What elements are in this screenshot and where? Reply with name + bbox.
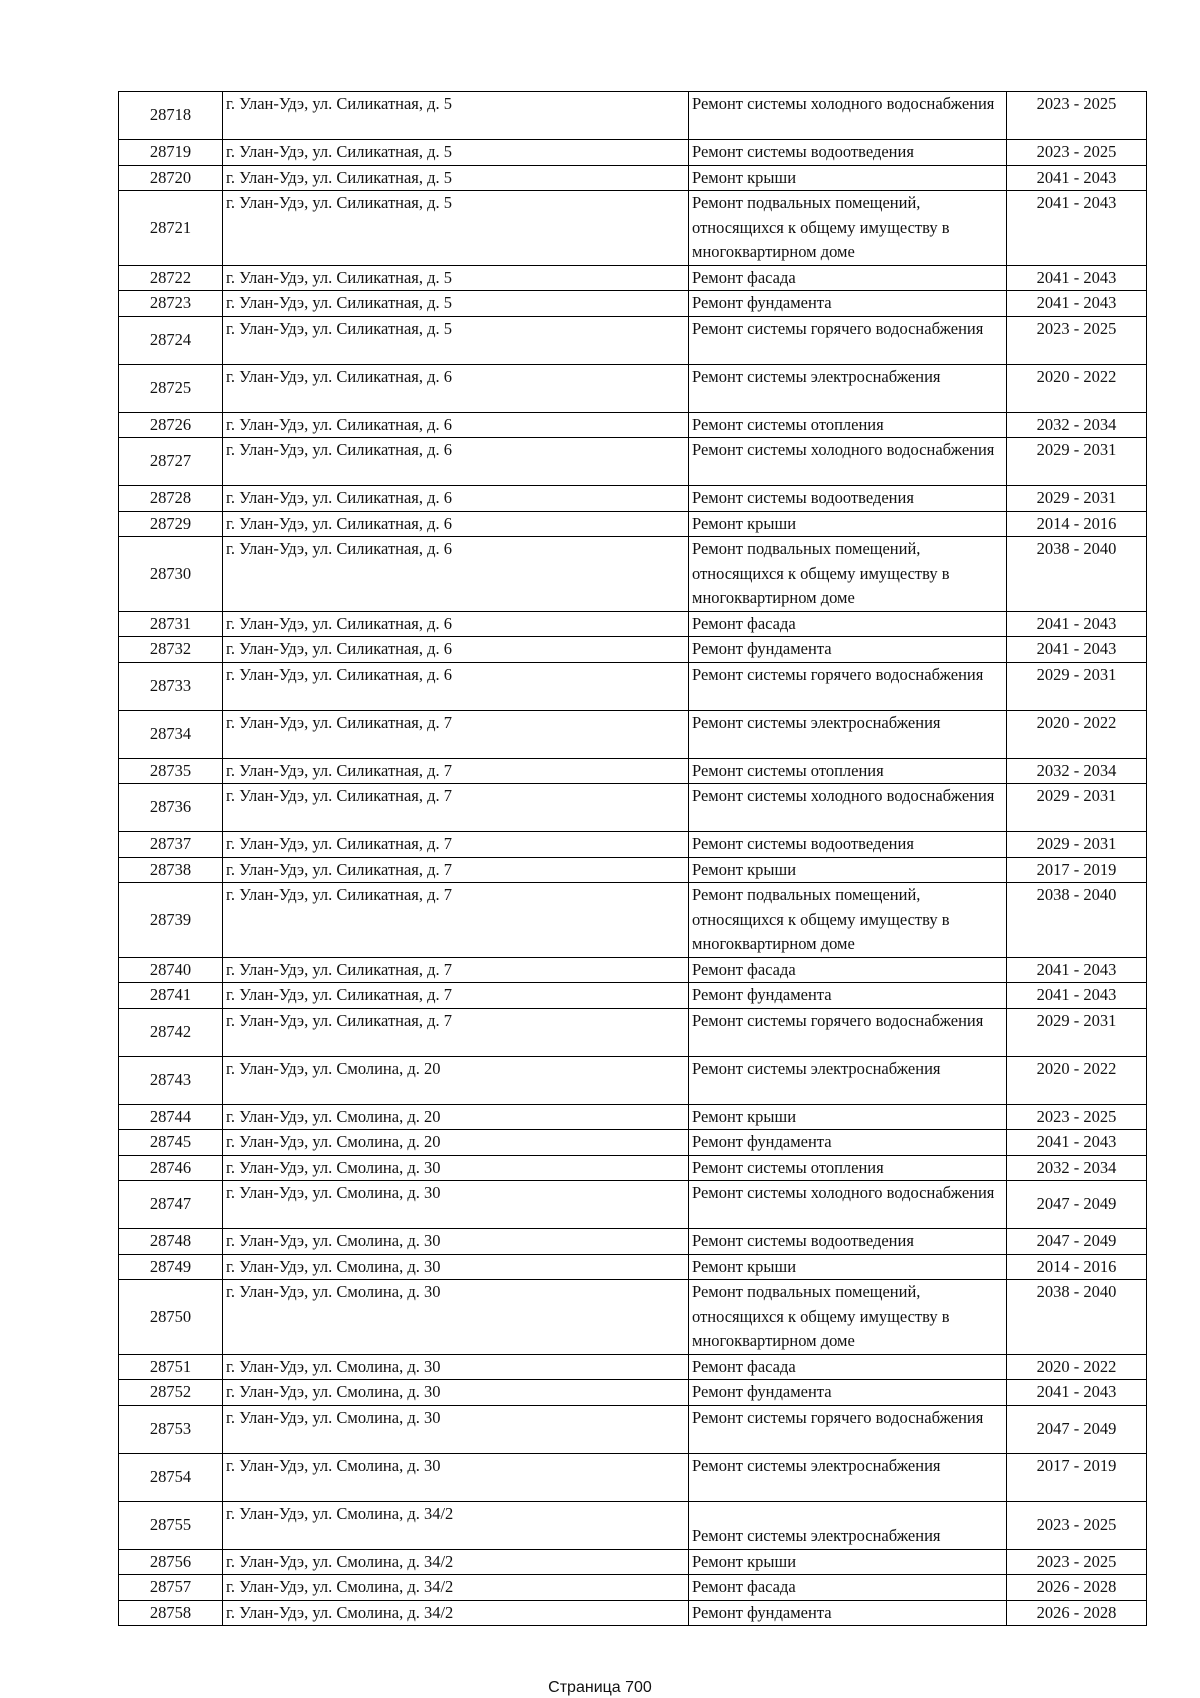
table-row — [119, 165, 1147, 191]
address-cell: г. Улан-Удэ, ул. Силикатная, д. 6 — [223, 486, 689, 512]
table-row — [119, 1380, 1147, 1406]
years-cell: 2041 - 2043 — [1007, 1380, 1147, 1406]
row-number: 28723 — [119, 291, 223, 317]
address-cell: г. Улан-Удэ, ул. Смолина, д. 34/2 — [223, 1549, 689, 1575]
address-cell: г. Улан-Удэ, ул. Силикатная, д. 7 — [223, 983, 689, 1009]
row-number: 28729 — [119, 511, 223, 537]
years-cell: 2029 - 2031 — [1007, 486, 1147, 512]
work-type-cell: Ремонт системы холодного водоснабжения — [689, 92, 1007, 140]
years-cell: 2014 - 2016 — [1007, 511, 1147, 537]
address-cell: г. Улан-Удэ, ул. Смолина, д. 20 — [223, 1056, 689, 1104]
table-row — [119, 1453, 1147, 1501]
row-number: 28753 — [119, 1405, 223, 1453]
work-type-cell: Ремонт фасада — [689, 957, 1007, 983]
row-number: 28747 — [119, 1181, 223, 1229]
row-number: 28752 — [119, 1380, 223, 1406]
row-number: 28750 — [119, 1280, 223, 1355]
address-cell: г. Улан-Удэ, ул. Силикатная, д. 6 — [223, 364, 689, 412]
table-row — [119, 637, 1147, 663]
table-row — [119, 710, 1147, 758]
work-type-cell: Ремонт системы водоотведения — [689, 832, 1007, 858]
address-cell: г. Улан-Удэ, ул. Силикатная, д. 7 — [223, 784, 689, 832]
years-cell: 2041 - 2043 — [1007, 957, 1147, 983]
years-cell: 2038 - 2040 — [1007, 1280, 1147, 1355]
row-number: 28720 — [119, 165, 223, 191]
row-number: 28743 — [119, 1056, 223, 1104]
work-type-cell: Ремонт системы водоотведения — [689, 1229, 1007, 1255]
work-type-cell: Ремонт фасада — [689, 1354, 1007, 1380]
row-number: 28727 — [119, 438, 223, 486]
years-cell: 2041 - 2043 — [1007, 983, 1147, 1009]
table-row — [119, 857, 1147, 883]
years-cell: 2014 - 2016 — [1007, 1254, 1147, 1280]
work-type-cell: Ремонт крыши — [689, 1549, 1007, 1575]
years-cell: 2017 - 2019 — [1007, 857, 1147, 883]
years-cell: 2038 - 2040 — [1007, 537, 1147, 612]
address-cell: г. Улан-Удэ, ул. Силикатная, д. 5 — [223, 165, 689, 191]
work-type-cell: Ремонт системы горячего водоснабжения — [689, 1405, 1007, 1453]
address-cell: г. Улан-Удэ, ул. Смолина, д. 30 — [223, 1380, 689, 1406]
row-number: 28742 — [119, 1008, 223, 1056]
work-type-cell: Ремонт фундамента — [689, 291, 1007, 317]
row-number: 28758 — [119, 1600, 223, 1626]
years-cell: 2023 - 2025 — [1007, 1549, 1147, 1575]
address-cell: г. Улан-Удэ, ул. Силикатная, д. 6 — [223, 611, 689, 637]
address-cell: г. Улан-Удэ, ул. Силикатная, д. 6 — [223, 412, 689, 438]
years-cell: 2020 - 2022 — [1007, 1354, 1147, 1380]
table-row — [119, 611, 1147, 637]
work-type-cell: Ремонт крыши — [689, 165, 1007, 191]
work-type-cell: Ремонт крыши — [689, 1104, 1007, 1130]
works-table — [118, 91, 1147, 1626]
row-number: 28738 — [119, 857, 223, 883]
row-number: 28735 — [119, 758, 223, 784]
years-cell: 2023 - 2025 — [1007, 1104, 1147, 1130]
address-cell: г. Улан-Удэ, ул. Смолина, д. 30 — [223, 1453, 689, 1501]
table-row — [119, 265, 1147, 291]
row-number: 28718 — [119, 92, 223, 140]
table-row — [119, 1354, 1147, 1380]
address-cell: г. Улан-Удэ, ул. Смолина, д. 30 — [223, 1155, 689, 1181]
address-cell: г. Улан-Удэ, ул. Смолина, д. 30 — [223, 1405, 689, 1453]
work-type-cell: Ремонт системы холодного водоснабжения — [689, 1181, 1007, 1229]
work-type-cell: Ремонт подвальных помещений, относящихся к общему имуществу в многоквартирном доме — [689, 537, 1007, 612]
years-cell: 2023 - 2025 — [1007, 140, 1147, 166]
work-type-cell: Ремонт системы холодного водоснабжения — [689, 438, 1007, 486]
work-type-cell: Ремонт фундамента — [689, 1380, 1007, 1406]
table-row — [119, 1008, 1147, 1056]
table-row — [119, 191, 1147, 266]
address-cell: г. Улан-Удэ, ул. Смолина, д. 30 — [223, 1181, 689, 1229]
table-row — [119, 511, 1147, 537]
years-cell: 2029 - 2031 — [1007, 662, 1147, 710]
address-cell: г. Улан-Удэ, ул. Смолина, д. 34/2 — [223, 1575, 689, 1601]
table-row — [119, 957, 1147, 983]
row-number: 28719 — [119, 140, 223, 166]
years-cell: 2032 - 2034 — [1007, 412, 1147, 438]
address-cell: г. Улан-Удэ, ул. Смолина, д. 30 — [223, 1354, 689, 1380]
years-cell: 2023 - 2025 — [1007, 316, 1147, 364]
years-cell: 2026 - 2028 — [1007, 1575, 1147, 1601]
work-type-cell: Ремонт системы горячего водоснабжения — [689, 1008, 1007, 1056]
work-type-cell: Ремонт системы электроснабжения — [689, 1453, 1007, 1501]
table-row — [119, 1405, 1147, 1453]
row-number: 28733 — [119, 662, 223, 710]
work-type-cell: Ремонт системы отопления — [689, 1155, 1007, 1181]
work-type-cell: Ремонт фундамента — [689, 983, 1007, 1009]
years-cell: 2041 - 2043 — [1007, 637, 1147, 663]
table-row — [119, 1155, 1147, 1181]
years-cell: 2041 - 2043 — [1007, 611, 1147, 637]
row-number: 28726 — [119, 412, 223, 438]
years-cell: 2026 - 2028 — [1007, 1600, 1147, 1626]
years-cell: 2020 - 2022 — [1007, 364, 1147, 412]
address-cell: г. Улан-Удэ, ул. Смолина, д. 34/2 — [223, 1501, 689, 1549]
table-row — [119, 1280, 1147, 1355]
row-number: 28731 — [119, 611, 223, 637]
years-cell: 2047 - 2049 — [1007, 1181, 1147, 1229]
address-cell: г. Улан-Удэ, ул. Смолина, д. 20 — [223, 1130, 689, 1156]
row-number: 28737 — [119, 832, 223, 858]
address-cell: г. Улан-Удэ, ул. Силикатная, д. 5 — [223, 92, 689, 140]
years-cell: 2041 - 2043 — [1007, 291, 1147, 317]
row-number: 28734 — [119, 710, 223, 758]
work-type-cell: Ремонт системы электроснабжения — [689, 1056, 1007, 1104]
table-row — [119, 140, 1147, 166]
work-type-cell: Ремонт системы водоотведения — [689, 140, 1007, 166]
table-row — [119, 1501, 1147, 1549]
address-cell: г. Улан-Удэ, ул. Силикатная, д. 5 — [223, 140, 689, 166]
row-number: 28725 — [119, 364, 223, 412]
work-type-cell: Ремонт системы электроснабжения — [689, 710, 1007, 758]
address-cell: г. Улан-Удэ, ул. Силикатная, д. 5 — [223, 291, 689, 317]
table-row — [119, 1549, 1147, 1575]
years-cell: 2032 - 2034 — [1007, 758, 1147, 784]
row-number: 28739 — [119, 883, 223, 958]
table-row — [119, 832, 1147, 858]
address-cell: г. Улан-Удэ, ул. Смолина, д. 30 — [223, 1280, 689, 1355]
years-cell: 2029 - 2031 — [1007, 1008, 1147, 1056]
address-cell: г. Улан-Удэ, ул. Силикатная, д. 7 — [223, 758, 689, 784]
address-cell: г. Улан-Удэ, ул. Силикатная, д. 6 — [223, 537, 689, 612]
work-type-cell: Ремонт системы холодного водоснабжения — [689, 784, 1007, 832]
table-row — [119, 1600, 1147, 1626]
table-row — [119, 412, 1147, 438]
work-type-cell: Ремонт фасада — [689, 265, 1007, 291]
row-number: 28724 — [119, 316, 223, 364]
years-cell: 2023 - 2025 — [1007, 92, 1147, 140]
years-cell: 2029 - 2031 — [1007, 438, 1147, 486]
address-cell: г. Улан-Удэ, ул. Силикатная, д. 7 — [223, 857, 689, 883]
years-cell: 2047 - 2049 — [1007, 1229, 1147, 1255]
years-cell: 2032 - 2034 — [1007, 1155, 1147, 1181]
row-number: 28741 — [119, 983, 223, 1009]
table-row — [119, 1229, 1147, 1255]
address-cell: г. Улан-Удэ, ул. Силикатная, д. 7 — [223, 832, 689, 858]
row-number: 28754 — [119, 1453, 223, 1501]
work-type-cell: Ремонт фундамента — [689, 1600, 1007, 1626]
table-row — [119, 486, 1147, 512]
work-type-cell: Ремонт фундамента — [689, 1130, 1007, 1156]
years-cell: 2023 - 2025 — [1007, 1501, 1147, 1549]
work-type-cell: Ремонт фасада — [689, 1575, 1007, 1601]
table-row — [119, 291, 1147, 317]
work-type-cell: Ремонт системы горячего водоснабжения — [689, 662, 1007, 710]
address-cell: г. Улан-Удэ, ул. Силикатная, д. 7 — [223, 1008, 689, 1056]
years-cell: 2029 - 2031 — [1007, 832, 1147, 858]
row-number: 28756 — [119, 1549, 223, 1575]
work-type-cell: Ремонт системы горячего водоснабжения — [689, 316, 1007, 364]
address-cell: г. Улан-Удэ, ул. Силикатная, д. 5 — [223, 191, 689, 266]
years-cell: 2029 - 2031 — [1007, 784, 1147, 832]
work-type-cell: Ремонт системы электроснабжения — [689, 1501, 1007, 1549]
table-row — [119, 537, 1147, 612]
table-body — [119, 92, 1147, 1626]
address-cell: г. Улан-Удэ, ул. Силикатная, д. 6 — [223, 511, 689, 537]
row-number: 28751 — [119, 1354, 223, 1380]
work-type-cell: Ремонт системы отопления — [689, 758, 1007, 784]
years-cell: 2017 - 2019 — [1007, 1453, 1147, 1501]
work-type-cell: Ремонт крыши — [689, 511, 1007, 537]
row-number: 28745 — [119, 1130, 223, 1156]
table-row — [119, 1575, 1147, 1601]
row-number: 28730 — [119, 537, 223, 612]
work-type-cell: Ремонт подвальных помещений, относящихся к общему имуществу в многоквартирном доме — [689, 883, 1007, 958]
years-cell: 2041 - 2043 — [1007, 165, 1147, 191]
work-type-cell: Ремонт крыши — [689, 1254, 1007, 1280]
address-cell: г. Улан-Удэ, ул. Силикатная, д. 7 — [223, 883, 689, 958]
row-number: 28746 — [119, 1155, 223, 1181]
work-type-cell: Ремонт подвальных помещений, относящихся к общему имуществу в многоквартирном доме — [689, 1280, 1007, 1355]
table-row — [119, 758, 1147, 784]
work-type-cell: Ремонт крыши — [689, 857, 1007, 883]
row-number: 28757 — [119, 1575, 223, 1601]
work-type-cell: Ремонт фундамента — [689, 637, 1007, 663]
work-type-cell: Ремонт системы водоотведения — [689, 486, 1007, 512]
years-cell: 2020 - 2022 — [1007, 1056, 1147, 1104]
work-type-cell: Ремонт системы отопления — [689, 412, 1007, 438]
row-number: 28740 — [119, 957, 223, 983]
address-cell: г. Улан-Удэ, ул. Смолина, д. 30 — [223, 1254, 689, 1280]
row-number: 28744 — [119, 1104, 223, 1130]
row-number: 28721 — [119, 191, 223, 266]
table-row — [119, 883, 1147, 958]
address-cell: г. Улан-Удэ, ул. Силикатная, д. 7 — [223, 957, 689, 983]
page-number: Страница 700 — [548, 1679, 652, 1696]
table-row — [119, 1104, 1147, 1130]
table-row — [119, 784, 1147, 832]
address-cell: г. Улан-Удэ, ул. Силикатная, д. 6 — [223, 438, 689, 486]
years-cell: 2041 - 2043 — [1007, 191, 1147, 266]
work-type-cell: Ремонт подвальных помещений, относящихся к общему имуществу в многоквартирном доме — [689, 191, 1007, 266]
row-number: 28749 — [119, 1254, 223, 1280]
address-cell: г. Улан-Удэ, ул. Силикатная, д. 5 — [223, 316, 689, 364]
address-cell: г. Улан-Удэ, ул. Силикатная, д. 6 — [223, 662, 689, 710]
work-type-cell: Ремонт системы электроснабжения — [689, 364, 1007, 412]
table-row — [119, 662, 1147, 710]
address-cell: г. Улан-Удэ, ул. Силикатная, д. 5 — [223, 265, 689, 291]
table-row — [119, 1181, 1147, 1229]
table-row — [119, 438, 1147, 486]
address-cell: г. Улан-Удэ, ул. Смолина, д. 30 — [223, 1229, 689, 1255]
years-cell: 2041 - 2043 — [1007, 265, 1147, 291]
table-row — [119, 92, 1147, 140]
row-number: 28736 — [119, 784, 223, 832]
row-number: 28728 — [119, 486, 223, 512]
address-cell: г. Улан-Удэ, ул. Смолина, д. 34/2 — [223, 1600, 689, 1626]
table-row — [119, 364, 1147, 412]
years-cell: 2047 - 2049 — [1007, 1405, 1147, 1453]
years-cell: 2041 - 2043 — [1007, 1130, 1147, 1156]
row-number: 28732 — [119, 637, 223, 663]
table-row — [119, 1056, 1147, 1104]
row-number: 28755 — [119, 1501, 223, 1549]
address-cell: г. Улан-Удэ, ул. Силикатная, д. 6 — [223, 637, 689, 663]
table-row — [119, 1254, 1147, 1280]
row-number: 28748 — [119, 1229, 223, 1255]
table-row — [119, 1130, 1147, 1156]
table-row — [119, 983, 1147, 1009]
address-cell: г. Улан-Удэ, ул. Смолина, д. 20 — [223, 1104, 689, 1130]
years-cell: 2020 - 2022 — [1007, 710, 1147, 758]
years-cell: 2038 - 2040 — [1007, 883, 1147, 958]
address-cell: г. Улан-Удэ, ул. Силикатная, д. 7 — [223, 710, 689, 758]
row-number: 28722 — [119, 265, 223, 291]
table-row — [119, 316, 1147, 364]
work-type-cell: Ремонт фасада — [689, 611, 1007, 637]
